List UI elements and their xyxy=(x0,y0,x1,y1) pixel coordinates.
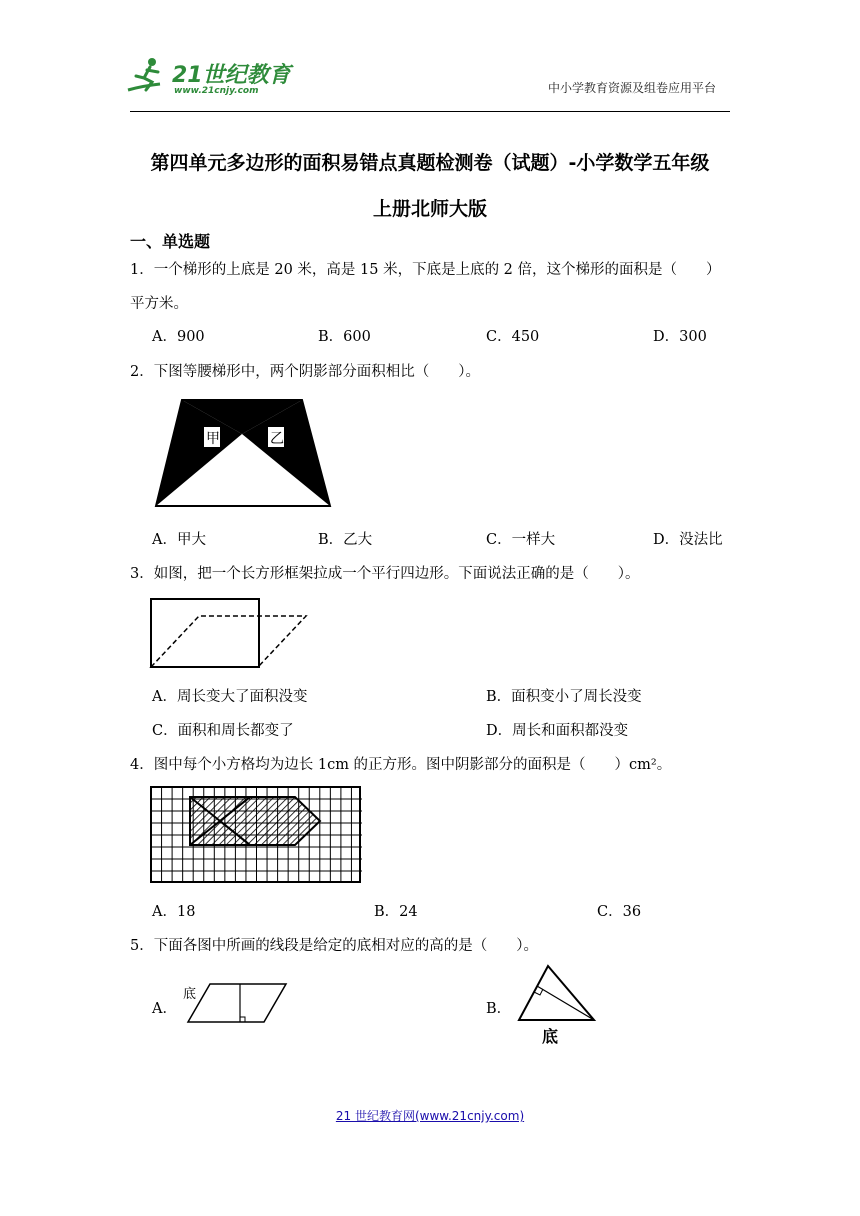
question-number: 3． xyxy=(130,566,154,582)
logo xyxy=(122,56,292,100)
triangle-height-figure xyxy=(514,962,598,1046)
question-number: 4． xyxy=(130,757,154,773)
logo-url-text: www.21cnjy.com xyxy=(174,86,259,96)
question-number: 1． xyxy=(130,262,154,278)
option-a[interactable]: A．18 xyxy=(152,904,196,920)
question-number: 5． xyxy=(130,938,154,954)
option-b[interactable]: B．乙大 xyxy=(318,532,373,548)
trapezoid-figure xyxy=(150,396,336,512)
option-d[interactable]: D．300 xyxy=(653,329,707,345)
question-1-line2: 平方米。 xyxy=(130,296,188,312)
option-a[interactable]: A．周长变大了面积没变 xyxy=(152,689,308,705)
rectangle-parallelogram-figure xyxy=(148,596,310,670)
option-b[interactable]: B．面积变小了周长没变 xyxy=(486,689,642,705)
option-b[interactable]: B．24 xyxy=(374,904,418,920)
question-text: 下图等腰梯形中，两个阴影部分面积相比（ ）。 xyxy=(153,364,480,380)
question-5 xyxy=(130,934,538,955)
option-c[interactable]: C．450 xyxy=(486,329,540,345)
label-jia: 甲 xyxy=(206,431,220,447)
question-3 xyxy=(130,562,639,583)
header-rule xyxy=(130,111,730,112)
question-2 xyxy=(130,360,480,381)
option-d[interactable]: D．没法比 xyxy=(653,532,723,548)
footer-link[interactable]: 21 世纪教育网(www.21cnjy.com) xyxy=(335,1109,525,1123)
option-a[interactable]: A．900 xyxy=(152,329,205,345)
question-text: 下面各图中所画的线段是给定的底相对应的高的是（ ）。 xyxy=(153,938,538,954)
question-4 xyxy=(130,753,671,774)
option-c[interactable]: C．一样大 xyxy=(486,532,556,548)
option-c[interactable]: C．面积和周长都变了 xyxy=(152,723,294,739)
label-di: 底 xyxy=(183,987,197,1002)
label-yi: 乙 xyxy=(270,431,284,447)
option-c[interactable]: C．36 xyxy=(597,904,642,920)
label-di: 底 xyxy=(542,1027,559,1046)
option-b[interactable]: B．600 xyxy=(318,329,371,345)
question-1 xyxy=(130,258,740,279)
question-text: 一个梯形的上底是 20 米，高是 15 米，下底是上底的 2 倍，这个梯形的面积是（ ） xyxy=(153,262,721,278)
page-title-line2: 上册北师大版 xyxy=(372,198,487,220)
question-number: 2． xyxy=(130,364,154,380)
page-title-line1: 第四单元多边形的面积易错点真题检测卷（试题）-小学数学五年级 xyxy=(150,152,710,174)
question-text: 如图，把一个长方形框架拉成一个平行四边形。下面说法正确的是（ ）。 xyxy=(153,566,640,582)
question-text: 图中每个小方格均为边长 1cm 的正方形。图中阴影部分的面积是（ ）cm²。 xyxy=(153,757,672,773)
grid-figure xyxy=(150,786,362,884)
logo-main-text: 21世纪教育 xyxy=(172,63,291,88)
option-b[interactable]: B． xyxy=(486,1001,512,1017)
platform-name: 中小学教育资源及组卷应用平台 xyxy=(548,81,717,95)
section-heading: 一、单选题 xyxy=(130,232,211,251)
option-a[interactable]: A． xyxy=(152,1001,177,1017)
option-a[interactable]: A．甲大 xyxy=(152,532,206,548)
parallelogram-height-figure xyxy=(182,980,290,1026)
option-d[interactable]: D．周长和面积都没变 xyxy=(486,723,629,739)
